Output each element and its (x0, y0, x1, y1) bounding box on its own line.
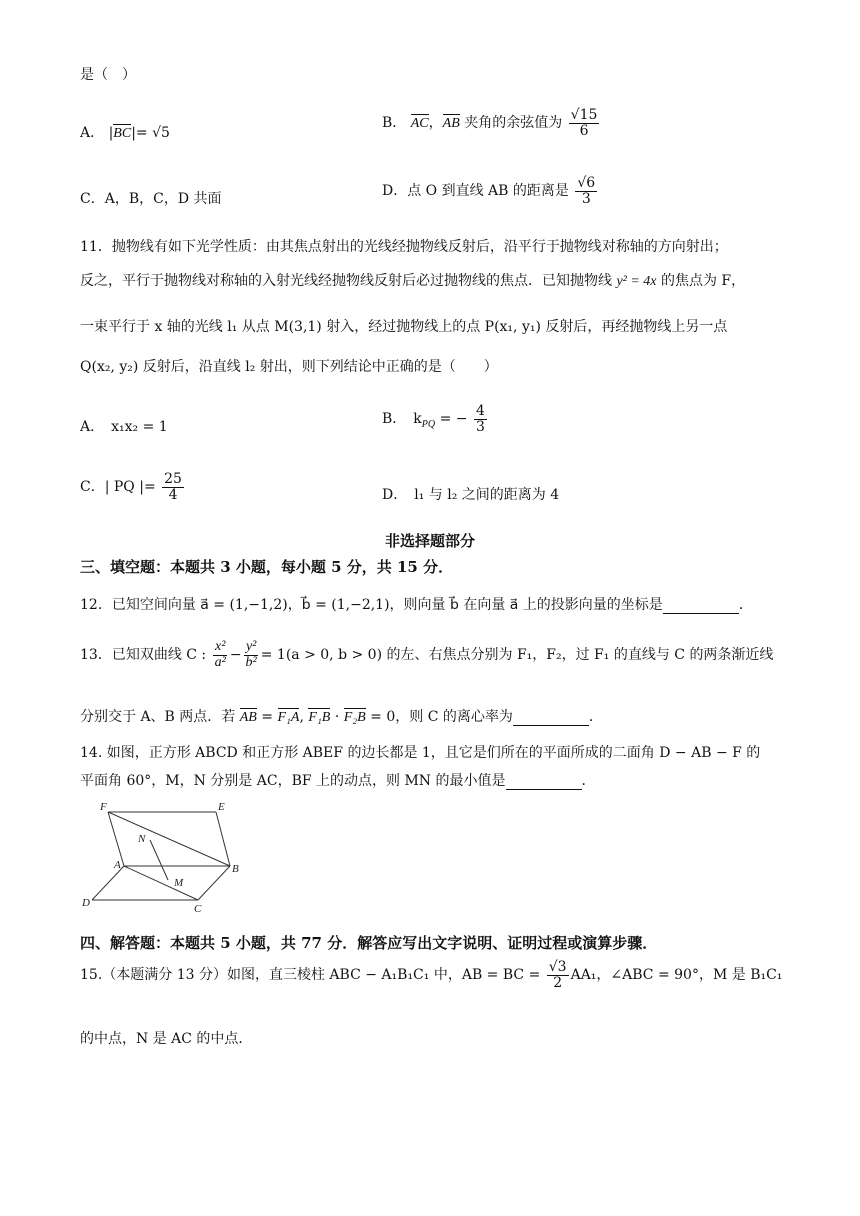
fraction (547, 960, 569, 990)
vector-bc: BC (113, 126, 132, 141)
fraction (569, 108, 600, 138)
answer-blank[interactable] (663, 599, 739, 614)
label-c: C (194, 903, 202, 915)
q12 (80, 594, 753, 614)
fraction-numerator: x² (215, 639, 226, 654)
answer-blank[interactable] (513, 711, 589, 726)
diagonal-ac (124, 866, 198, 900)
fraction-denominator: 3 (581, 190, 591, 207)
option-a-label: A． (80, 125, 105, 141)
fraction-numerator: 4 (475, 403, 485, 419)
parabola-equation: y² = 4x (616, 274, 657, 289)
label-b: B (232, 863, 239, 875)
q11-line1: 11．抛物线有如下光学性质：由其焦点射出的光线经抛物线反射后，沿平行于抛物线对称轴的方向射出； (80, 239, 728, 255)
option-b-text: B． k (382, 411, 422, 428)
diagonal-fb (108, 812, 230, 866)
part-three-heading: 三、填空题：本题共 3 小题，每小题 5 分，共 15 分． (80, 558, 454, 576)
label-d: D (82, 897, 90, 909)
q11-line2-end: 的焦点为 F， (656, 273, 746, 289)
vector-f1b: F₁B (308, 710, 331, 725)
fraction (244, 640, 259, 670)
q13-line2-text: 分别交于 A、B 两点．若 (80, 709, 240, 725)
option-a-value: |= √5 (131, 125, 170, 141)
q13-end: ． (588, 709, 603, 725)
q10-option-b (382, 108, 601, 138)
q11-line2-text: 反之，平行于抛物线对称轴的入射光线经抛物线反射后必过抛物线的焦点．已知抛物线 (80, 273, 617, 289)
q13-line2-end: = 0，则 C 的离心率为 (365, 709, 513, 725)
fraction-denominator: b² (245, 654, 257, 670)
fraction-numerator: √3 (548, 959, 567, 975)
q10-option-a (80, 122, 170, 142)
option-b-text: 夹角的余弦值为 (459, 115, 563, 132)
q13-line2: 分别交于 A、B 两点．若 AB = F₁A, F₁B · F₂B = 0，则 C 的离心率为 ． (80, 709, 603, 725)
minus-sign: − (229, 647, 242, 664)
part-four-heading: 四、解答题：本题共 5 小题，共 77 分．解答应写出文字说明、证明过程或演算步骤． (80, 934, 658, 952)
option-d-text: D．点 O 到直线 AB 的距离是 (382, 183, 569, 200)
fraction-numerator: 25 (164, 471, 182, 487)
fraction-denominator: 3 (475, 418, 485, 435)
fraction-denominator: 2 (553, 974, 563, 991)
q10-tail: 是（ ） (80, 67, 136, 83)
q10-option-c: C．A，B，C，D 共面 (80, 191, 222, 207)
fraction (575, 176, 597, 206)
vector-ab: AB (239, 710, 257, 725)
q14-line2 (80, 770, 596, 790)
q13-line1 (80, 640, 773, 670)
label-n: N (138, 833, 146, 845)
q13-pre: 13．已知双曲线 C : (80, 647, 207, 664)
fraction-denominator: 6 (579, 122, 589, 139)
fraction (162, 472, 184, 502)
geometry-figure (80, 800, 250, 920)
fraction-numerator: √6 (577, 175, 596, 191)
q15-pre: 15.（本题满分 13 分）如图，直三棱柱 ABC − A₁B₁C₁ 中，AB = BC = (80, 967, 541, 984)
q14-line2-text: 平面角 60°，M，N 分别是 AC，BF 上的动点，则 MN 的最小值是 (80, 773, 506, 789)
fraction-numerator: √15 (570, 107, 598, 123)
label-a: A (114, 859, 121, 871)
label-f: F (100, 801, 107, 813)
fraction-denominator: a² (214, 654, 226, 670)
vector-ac: AC (410, 116, 429, 132)
vector-f1a: F₁A (277, 710, 300, 725)
vector-f2b: F₂B (343, 710, 366, 725)
q11-line4: Q(x₂, y₂) 反射后，沿直线 l₂ 射出，则下列结论中正确的是（ ） (80, 359, 498, 375)
q11-line2 (80, 270, 745, 290)
equals-sign: = (256, 709, 278, 725)
q11-option-a: A． x₁x₂ = 1 (80, 419, 168, 435)
q10-option-d (382, 176, 599, 206)
abs-bar: | (108, 125, 114, 141)
label-e: E (218, 801, 225, 813)
edge-cb (198, 866, 230, 900)
q15-line1 (80, 960, 782, 990)
option-c-text: C．| PQ |= (80, 479, 156, 496)
edge-eb (216, 812, 230, 866)
fraction (213, 640, 228, 670)
fraction (474, 404, 487, 434)
equals-minus: = − (435, 411, 468, 428)
q11-option-b (382, 404, 489, 434)
option-b-label: B． (382, 115, 407, 132)
vector-ab: AB (442, 116, 460, 132)
section-title: 非选择题部分 (384, 532, 475, 550)
q15-line2: 的中点，N 是 AC 的中点． (80, 1031, 253, 1047)
q15-post: AA₁，∠ABC = 90°，M 是 B₁C₁ (570, 967, 783, 984)
edge-ad (92, 866, 124, 900)
dot-operator: · (330, 709, 344, 725)
edge-fa (108, 812, 124, 866)
separator: ， (428, 115, 443, 132)
q11-option-d: D． l₁ 与 l₂ 之间的距离为 4 (382, 487, 560, 503)
segment-mn (150, 840, 168, 880)
q13-post: = 1(a > 0, b > 0) 的左、右焦点分别为 F₁，F₂，过 F₁ 的直线与 C 的两条渐近线 (260, 647, 774, 664)
q14-line1: 14. 如图，正方形 ABCD 和正方形 ABEF 的边长都是 1，且它是们所在的平面所成的二面角 D − AB − F 的 (80, 745, 761, 761)
fraction-numerator: y² (245, 639, 257, 654)
subscript-pq: PQ (421, 418, 436, 430)
q12-end: ． (738, 597, 753, 613)
q14-end: ． (581, 773, 596, 789)
answer-blank[interactable] (506, 775, 582, 790)
q12-text: 12．已知空间向量 a⃗ = (1,−1,2)，b⃗ = (1,−2,1)，则向量 b⃗ 在向量 a⃗ 上的投影向量的坐标是 (80, 597, 663, 613)
fraction-denominator: 4 (168, 486, 178, 503)
label-m: M (174, 877, 184, 889)
q11-option-c (80, 472, 186, 502)
q11-line3: 一束平行于 x 轴的光线 l₁ 从点 M(3,1) 射入，经过抛物线上的点 P(x₁, y₁) 反射后，再经抛物线上另一点 (80, 319, 728, 335)
